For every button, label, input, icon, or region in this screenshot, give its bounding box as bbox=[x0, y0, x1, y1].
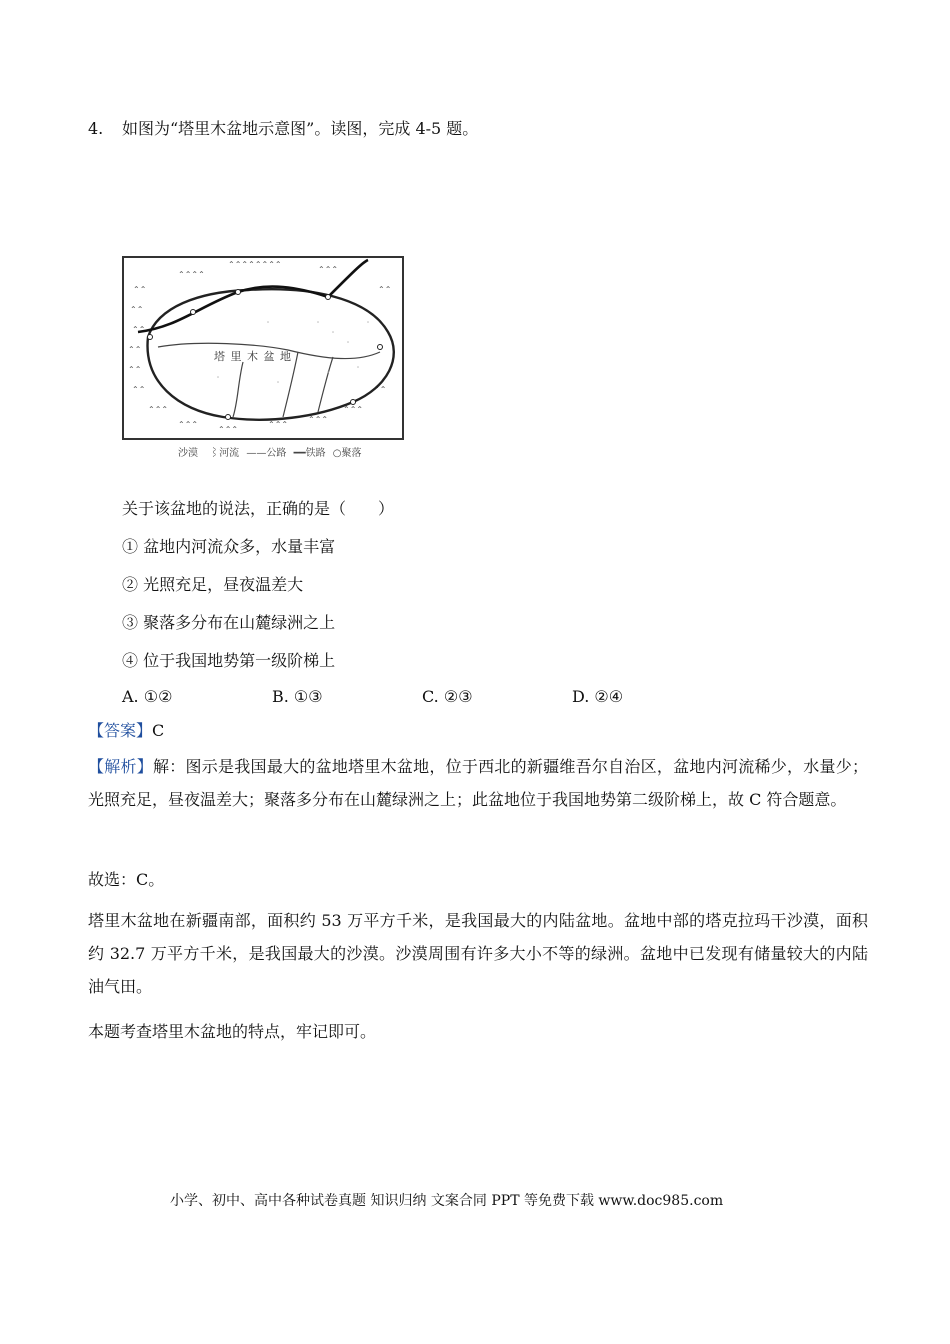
svg-text:⌃⌃⌃: ⌃⌃⌃ bbox=[308, 415, 329, 424]
svg-text:⌃⌃⌃⌃⌃⌃⌃⌃: ⌃⌃⌃⌃⌃⌃⌃⌃ bbox=[228, 260, 282, 269]
tarim-basin-map bbox=[118, 252, 408, 466]
svg-text:⌃⌃: ⌃⌃ bbox=[378, 285, 392, 294]
svg-text:⌃⌃: ⌃⌃ bbox=[132, 385, 146, 394]
statement-1: ① 盆地内河流众多，水量丰富 bbox=[122, 537, 336, 556]
statement-4: ④ 位于我国地势第一级阶梯上 bbox=[122, 651, 336, 670]
analysis-body: 解：图示是我国最大的盆地塔里木盆地，位于西北的新疆维吾尔自治区，盆地内河流稀少，水量少；光照充足，昼夜温差大；聚落多分布在山麓绿洲之上；此盆地位于我国地势第二级阶梯上，故 C 符合题意。 bbox=[88, 757, 868, 809]
option-a: A. ①② bbox=[122, 687, 173, 706]
page-footer: 小学、初中、高中各种试卷真题 知识归纳 文案合同 PPT 等免费下载 www.doc985.com bbox=[170, 1193, 724, 1209]
answer-line bbox=[88, 720, 164, 742]
svg-text:⌃⌃: ⌃⌃ bbox=[132, 325, 146, 334]
question-intro: 如图为“塔里木盆地示意图”。读图，完成 4-5 题。 bbox=[122, 119, 479, 138]
svg-text:⌃⌃⌃: ⌃⌃⌃ bbox=[268, 420, 289, 429]
legend-railway: 铁路 bbox=[305, 448, 326, 459]
analysis-text bbox=[88, 750, 868, 816]
statement-3: ③ 聚落多分布在山麓绿洲之上 bbox=[122, 613, 336, 632]
svg-text:⌃⌃⌃: ⌃⌃⌃ bbox=[343, 405, 364, 414]
analysis-note: 本题考查塔里木盆地的特点，牢记即可。 bbox=[88, 1022, 377, 1041]
option-c: C. ②③ bbox=[422, 687, 473, 706]
option-b: B. ①③ bbox=[272, 687, 323, 706]
question-stem: 关于该盆地的说法，正确的是（ ） bbox=[122, 499, 395, 518]
basin-label: 塔 里 木 盆 地 bbox=[214, 350, 292, 363]
legend-road: 公路 bbox=[266, 448, 287, 459]
svg-text:⌃⌃⌃⌃: ⌃⌃⌃⌃ bbox=[178, 270, 205, 279]
svg-text:⌃⌃: ⌃⌃ bbox=[128, 365, 142, 374]
svg-text:⌃⌃⌃: ⌃⌃⌃ bbox=[148, 405, 169, 414]
option-d: D. ②④ bbox=[572, 687, 624, 706]
legend-settlement: 聚落 bbox=[341, 448, 362, 459]
svg-text:⌃⌃: ⌃⌃ bbox=[128, 345, 142, 354]
question-number: 4. bbox=[88, 119, 104, 138]
statement-2: ② 光照充足，昼夜温差大 bbox=[122, 575, 304, 594]
analysis-extra: 塔里木盆地在新疆南部，面积约 53 万平方千米，是我国最大的内陆盆地。盆地中部的塔克拉玛干沙漠，面积约 32.7 万平方千米，是我国最大的沙漠。沙漠周围有许多大小不等的绿洲。盆地中已发现有储量较大的内陆油气田。 bbox=[88, 911, 868, 996]
svg-text:⌃⌃: ⌃⌃ bbox=[133, 285, 147, 294]
svg-text:⌃⌃⌃: ⌃⌃⌃ bbox=[178, 420, 199, 429]
map-legend: 沙漠 ⌇河流 ——公路 ━━铁路 ○聚落 bbox=[178, 448, 362, 459]
answer-tag: 【答案】 bbox=[88, 721, 153, 740]
legend-river: 河流 bbox=[219, 448, 240, 459]
analysis-tag: 【解析】 bbox=[88, 757, 154, 776]
legend-desert: 沙漠 bbox=[178, 448, 198, 459]
analysis-choice: 故选：C。 bbox=[88, 870, 165, 889]
answer-value: C bbox=[152, 721, 165, 740]
svg-text:⌃⌃: ⌃⌃ bbox=[373, 385, 387, 394]
svg-text:⌃⌃: ⌃⌃ bbox=[130, 305, 144, 314]
svg-text:⌃⌃⌃: ⌃⌃⌃ bbox=[318, 265, 339, 274]
svg-text:⌃⌃⌃: ⌃⌃⌃ bbox=[218, 425, 239, 434]
